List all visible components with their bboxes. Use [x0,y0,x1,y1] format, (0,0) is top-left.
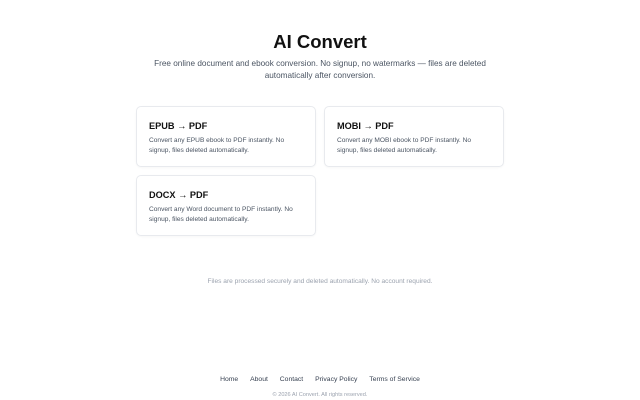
footer-link-contact[interactable]: Contact [279,376,304,383]
footer-nav [0,375,640,384]
security-notice: Files are processed securely and deleted automatically. No account required. [207,278,433,285]
footer-link-privacy-policy[interactable]: Privacy Policy [315,376,358,383]
card-epub-to-pdf[interactable] [136,106,316,167]
card-description: Convert any Word document to PDF instantly. No signup, files deleted automatically. [149,206,293,223]
footer-link-terms-of-service[interactable]: Terms of Service [369,376,420,383]
card-description: Convert any EPUB ebook to PDF instantly. No signup, files deleted automatically. [149,137,285,154]
footer-link-home[interactable]: Home [220,376,239,383]
footer-link-about[interactable]: About [250,376,268,383]
card-description: Convert any MOBI ebook to PDF instantly. No signup, files deleted automatically. [337,137,472,154]
card-title: EPUB → PDF [149,121,208,131]
card-docx-to-pdf[interactable] [136,175,316,236]
card-title: DOCX → PDF [149,190,209,200]
card-title: MOBI → PDF [337,121,394,131]
card-mobi-to-pdf[interactable] [324,106,504,167]
page-title: AI Convert [273,31,367,52]
page-subtitle: Free online document and ebook conversion. No signup, no watermarks — files are deleted automatically after conversion. [154,59,486,80]
copyright-text: © 2026 AI Convert. All rights reserved. [272,392,368,398]
